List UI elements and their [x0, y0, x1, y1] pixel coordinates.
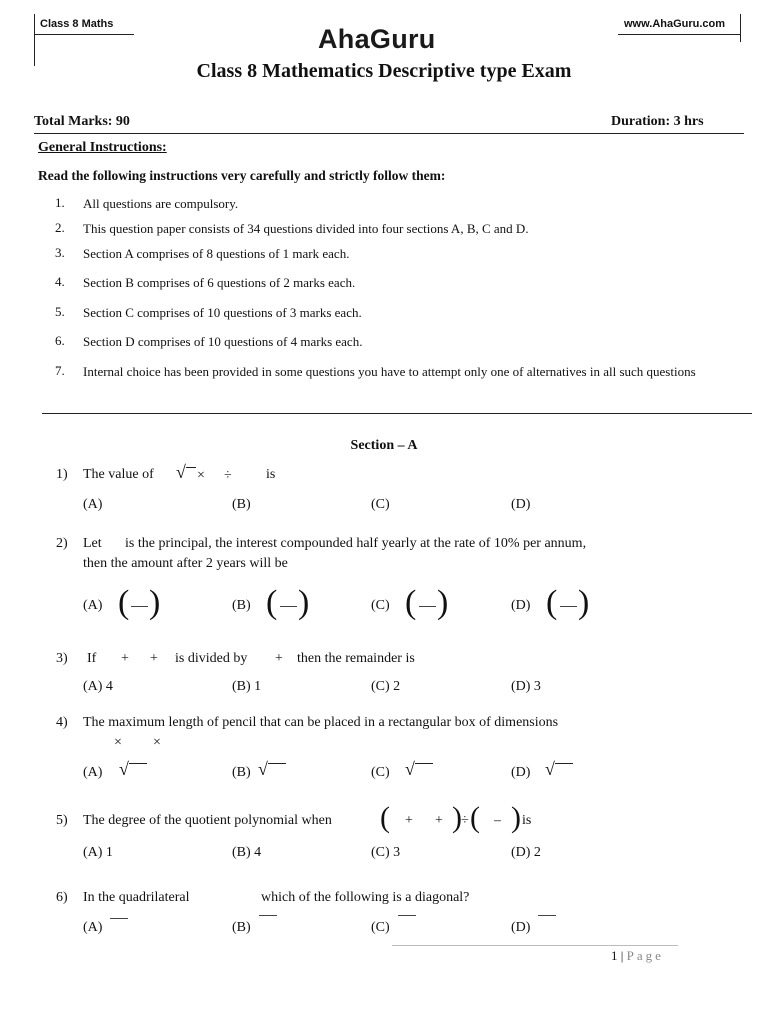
- question-text-end: is: [522, 813, 532, 828]
- question-number: 4): [56, 715, 68, 730]
- option-b: (B) 1: [232, 679, 262, 694]
- question-text: In the quadrilateral: [83, 890, 190, 905]
- duration: Duration: 3 hrs: [611, 114, 704, 129]
- plus-operator: +: [275, 651, 283, 666]
- instruction-num: 3.: [55, 245, 65, 260]
- minus-operator: –: [494, 813, 501, 828]
- question-text-line2: then the amount after 2 years will be: [83, 556, 288, 571]
- divide-operator: ÷: [224, 468, 232, 483]
- sqrt-bar: [415, 763, 433, 764]
- instruction-text: All questions are compulsory.: [83, 196, 239, 211]
- left-paren: (: [470, 801, 480, 834]
- instruction-num: 5.: [55, 304, 65, 319]
- option-b: (B): [232, 598, 251, 613]
- fraction-bar: [280, 606, 297, 607]
- question-text: The maximum length of pencil that can be placed in a rectangular box of dimensions: [83, 715, 559, 730]
- right-paren: ): [149, 584, 161, 621]
- option-b: (B): [232, 765, 251, 780]
- option-d: (D) 2: [511, 845, 541, 860]
- right-paren: ): [578, 584, 590, 621]
- marks-divider: [34, 133, 744, 134]
- option-b: (B) 4: [232, 845, 262, 860]
- question-number: 5): [56, 813, 68, 828]
- instruction-text: Section C comprises of 10 questions of 3 marks each.: [83, 305, 362, 320]
- option-d: (D): [511, 598, 531, 613]
- option-d: (D) 3: [511, 679, 541, 694]
- ahaguru-logo: AhaGuru: [318, 24, 436, 54]
- instruction-num: 1.: [55, 195, 65, 210]
- question-text: The degree of the quotient polynomial when: [83, 813, 332, 828]
- option-d: (D): [511, 497, 531, 512]
- sqrt-bar: [129, 763, 147, 764]
- section-divider: [42, 413, 752, 414]
- plus-operator: +: [121, 651, 129, 666]
- instruction-text: Section A comprises of 8 questions of 1 mark each.: [83, 246, 350, 261]
- sqrt-bar: [555, 763, 573, 764]
- left-paren: (: [118, 584, 130, 621]
- option-b: (B): [232, 497, 251, 512]
- right-paren: ): [511, 801, 521, 834]
- instruction-num: 2.: [55, 220, 65, 235]
- option-c: (C) 3: [371, 845, 401, 860]
- divide-operator: ÷: [461, 813, 469, 828]
- question-text: Let: [83, 536, 102, 551]
- question-number: 1): [56, 467, 68, 482]
- instruction-text: Section D comprises of 10 questions of 4 marks each.: [83, 334, 363, 349]
- instruction-num: 6.: [55, 333, 65, 348]
- question-number: 3): [56, 651, 68, 666]
- sqrt-symbol: √: [176, 462, 186, 482]
- sqrt-symbol: √: [258, 759, 268, 779]
- sqrt-bar: [268, 763, 286, 764]
- overline-segment: [398, 915, 416, 916]
- instruction-text: Section B comprises of 6 questions of 2 marks each.: [83, 275, 356, 290]
- option-a: (A): [83, 920, 103, 935]
- option-d: (D): [511, 920, 531, 935]
- sqrt-symbol: √: [119, 759, 129, 779]
- plus-operator: +: [405, 813, 413, 828]
- overline-segment: [110, 918, 128, 919]
- question-number: 2): [56, 536, 68, 551]
- question-text: then the remainder is: [297, 651, 415, 666]
- section-title: Section – A: [350, 438, 418, 453]
- left-paren: (: [266, 584, 278, 621]
- overline-segment: [538, 915, 556, 916]
- option-c: (C): [371, 765, 390, 780]
- times-operator: ×: [197, 468, 205, 483]
- instruction-num: 4.: [55, 274, 65, 289]
- sqrt-symbol: √: [545, 759, 555, 779]
- question-text: The value of: [83, 467, 154, 482]
- header-website: www.AhaGuru.com: [624, 18, 726, 30]
- times-operator: ×: [153, 735, 161, 750]
- page-separator: |: [620, 948, 624, 963]
- option-d: (D): [511, 765, 531, 780]
- sqrt-bar: [186, 467, 196, 468]
- question-text: is divided by: [175, 651, 248, 666]
- option-c: (C): [371, 920, 390, 935]
- header-class-label: Class 8 Maths: [40, 18, 114, 30]
- right-paren: ): [437, 584, 449, 621]
- question-text: is the principal, the interest compounded half yearly at the rate of 10% per annum,: [125, 536, 587, 551]
- question-number: 6): [56, 890, 68, 905]
- option-a: (A) 4: [83, 679, 113, 694]
- question-text: which of the following is a diagonal?: [261, 890, 470, 905]
- option-a: (A): [83, 598, 103, 613]
- page-title: Class 8 Mathematics Descriptive type Exam: [196, 60, 572, 82]
- fraction-bar: [131, 606, 148, 607]
- right-paren: ): [452, 801, 462, 834]
- question-text-end: is: [266, 467, 276, 482]
- fraction-bar: [419, 606, 436, 607]
- instructions-heading: General Instructions:: [38, 140, 167, 155]
- left-paren: (: [546, 584, 558, 621]
- plus-operator: +: [435, 813, 443, 828]
- page-footer: [611, 948, 664, 964]
- page-number: 1: [611, 948, 618, 963]
- instructions-intro: Read the following instructions very carefully and strictly follow them:: [38, 168, 446, 183]
- times-operator: ×: [114, 735, 122, 750]
- total-marks: Total Marks: 90: [34, 114, 130, 129]
- question-text: If: [87, 651, 97, 666]
- header-right-vrule: [740, 14, 741, 42]
- option-c: (C) 2: [371, 679, 401, 694]
- plus-operator: +: [150, 651, 158, 666]
- instruction-num: 7.: [55, 363, 65, 378]
- instruction-text: This question paper consists of 34 questions divided into four sections A, B, C and D.: [83, 221, 529, 236]
- header-left-vrule: [34, 14, 35, 66]
- page-label: Page: [626, 948, 664, 963]
- right-paren: ): [298, 584, 310, 621]
- instruction-text: Internal choice has been provided in some questions you have to attempt only one of alternatives in all such questions: [83, 364, 696, 379]
- option-b: (B): [232, 920, 251, 935]
- left-paren: (: [380, 801, 390, 834]
- footer-rule: [392, 945, 678, 946]
- option-c: (C): [371, 598, 390, 613]
- option-c: (C): [371, 497, 390, 512]
- left-paren: (: [405, 584, 417, 621]
- overline-segment: [259, 915, 277, 916]
- sqrt-symbol: √: [405, 759, 415, 779]
- option-a: (A) 1: [83, 845, 113, 860]
- option-a: (A): [83, 765, 103, 780]
- option-a: (A): [83, 497, 103, 512]
- fraction-bar: [560, 606, 577, 607]
